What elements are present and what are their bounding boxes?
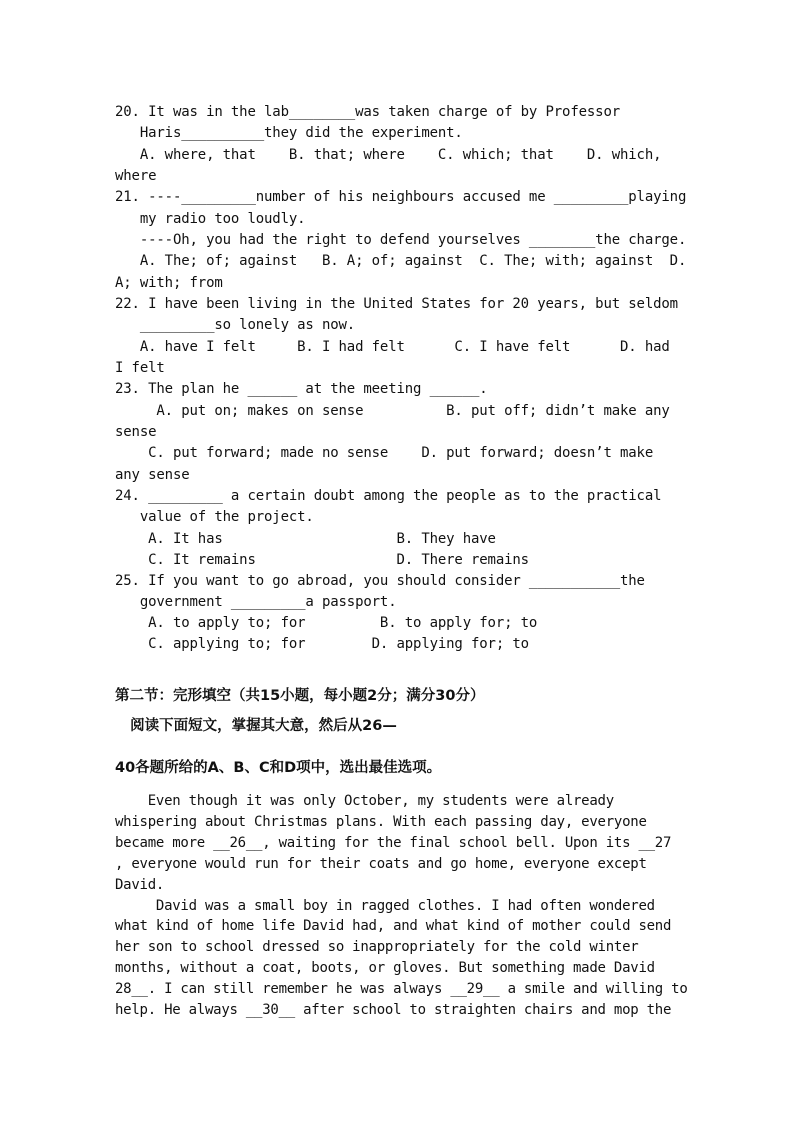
question-line: 20. It was in the lab________was taken charge of by Professor xyxy=(115,104,621,120)
question-line: 25. If you want to go abroad, you should consider ___________the xyxy=(115,573,645,589)
question-line: my radio too loudly. xyxy=(115,211,306,227)
options-line: A. where, that B. that; where C. which; that D. which, xyxy=(115,147,662,163)
options-line: any sense xyxy=(115,467,190,483)
section-title: 第二节：完形填空（共15小题，每小题2分；满分30分） xyxy=(115,688,485,704)
options-line: I felt xyxy=(115,360,165,376)
options-line: sense xyxy=(115,424,157,440)
question-line: Haris__________they did the experiment. xyxy=(115,125,463,141)
passage-line: help. He always __30__ after school to straighten chairs and mop the xyxy=(115,1002,672,1018)
question-line: 22. I have been living in the United States for 20 years, but seldom xyxy=(115,296,678,312)
options-line: A. put on; makes on sense B. put off; didn’t make any xyxy=(115,403,670,419)
question-line: value of the project. xyxy=(115,509,314,525)
options-line: C. It remains D. There remains xyxy=(115,552,529,568)
question-line: 21. ----_________number of his neighbours accused me _________playing xyxy=(115,189,687,205)
options-line: A. It has B. They have xyxy=(115,531,496,547)
options-line: C. put forward; made no sense D. put forward; doesn’t make xyxy=(115,445,654,461)
options-line: A. to apply to; for B. to apply for; to xyxy=(115,615,538,631)
options-line: A; with; from xyxy=(115,275,223,291)
question-line: government _________a passport. xyxy=(115,594,397,610)
passage-line: Even though it was only October, my students were already xyxy=(115,793,614,809)
passage-line: her son to school dressed so inappropriately for the cold winter xyxy=(115,939,639,955)
passage-line: months, without a coat, boots, or gloves. But something made David xyxy=(115,960,655,976)
passage-line: 28__. I can still remember he was always __29__ a smile and willing to xyxy=(115,981,688,997)
options-line: A. have I felt B. I had felt C. I have felt D. had xyxy=(115,339,670,355)
question-line: ----Oh, you had the right to defend yourselves ________the charge. xyxy=(115,232,687,248)
passage-line: David. xyxy=(115,877,165,893)
options-line: C. applying to; for D. applying for; to xyxy=(115,636,529,652)
passage-line: whispering about Christmas plans. With each passing day, everyone xyxy=(115,814,647,830)
options-line: A. The; of; against B. A; of; against C. The; with; against D. xyxy=(115,253,687,269)
passage-line: David was a small boy in ragged clothes. I had often wondered xyxy=(115,898,655,914)
question-line: _________so lonely as now. xyxy=(115,317,356,333)
section-instruction: 阅读下面短文，掌握其大意，然后从26— xyxy=(115,718,397,734)
options-line: where xyxy=(115,168,157,184)
question-line: 24. _________ a certain doubt among the people as to the practical xyxy=(115,488,662,504)
section-instruction: 40各题所给的A、B、C和D项中，选出最佳选项。 xyxy=(115,760,442,776)
passage-line: what kind of home life David had, and what kind of mother could send xyxy=(115,918,672,934)
passage-line: , everyone would run for their coats and go home, everyone except xyxy=(115,856,647,872)
question-line: 23. The plan he ______ at the meeting ______. xyxy=(115,381,488,397)
passage-line: became more __26__, waiting for the final school bell. Upon its __27 xyxy=(115,835,672,851)
